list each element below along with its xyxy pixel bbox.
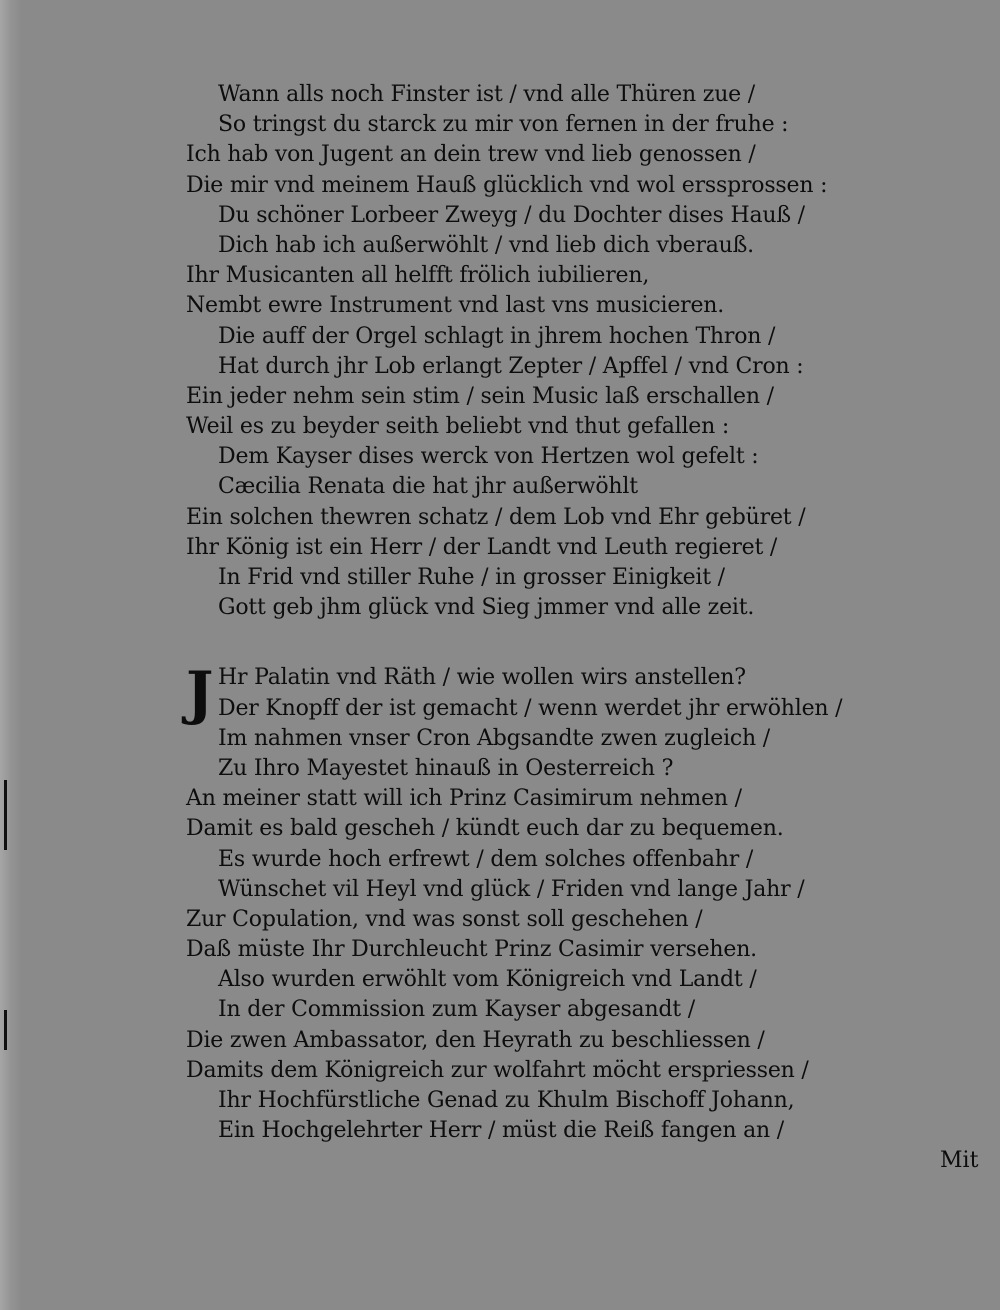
page-edge	[0, 0, 22, 1310]
verse-line: Wann alls noch Finster ist / vnd alle Thüren zue /	[218, 82, 755, 107]
verse-line: Die zwen Ambassator, den Heyrath zu beschliessen /	[186, 1027, 765, 1053]
verse-line: Ihr Hochfürstliche Genad zu Khulm Bischoff Johann,	[218, 1088, 795, 1113]
verse-line: Die auff der Orgel schlagt in jhrem hochen Thron /	[218, 323, 776, 349]
verse-line: An meiner statt will ich Prinz Casimirum nehmen /	[186, 786, 742, 812]
verse-line: Ich hab von Jugent an dein trew vnd lieb genossen /	[186, 142, 756, 168]
verse-line: So tringst du starck zu mir von fernen in der fruhe :	[218, 112, 789, 138]
verse-line: Ein jeder nehm sein stim / sein Music laß erschallen /	[186, 383, 774, 409]
verse-line: Cæcilia Renata die hat jhr außerwöhlt	[218, 474, 638, 500]
verse-line: Dich hab ich außerwöhlt / vnd lieb dich vberauß.	[218, 232, 754, 258]
verse-line: Ein Hochgelehrter Herr / müst die Reiß fangen an /	[218, 1118, 785, 1144]
verse-line: Gott geb jhm glück vnd Sieg jmmer vnd alle zeit.	[218, 595, 755, 621]
verse-line: Daß müste Ihr Durchleucht Prinz Casimir versehen.	[186, 937, 757, 963]
drop-initial: J	[186, 659, 214, 727]
verse-line: Damits dem Königreich zur wolfahrt möcht erspriessen /	[186, 1057, 809, 1083]
stanza-2	[186, 659, 906, 1146]
stanza-gap	[186, 623, 906, 663]
verse-line: Hat durch jhr Lob erlangt Zepter / Apffel / vnd Cron :	[218, 353, 804, 379]
verse-line: Weil es zu beyder seith beliebt vnd thut gefallen :	[186, 414, 730, 440]
verse-line: Die mir vnd meinem Hauß glücklich vnd wol erssprossen :	[186, 172, 828, 198]
verse-line: Hr Palatin vnd Räth / wie wollen wirs anstellen?	[218, 665, 746, 691]
verse-line: In der Commission zum Kayser abgesandt /	[218, 997, 695, 1023]
verse-line: In Frid vnd stiller Ruhe / in grosser Einigkeit /	[218, 565, 725, 590]
verse-line: Im nahmen vnser Cron Abgsandte zwen zugleich /	[218, 725, 771, 751]
catchword: Mit	[940, 1148, 979, 1173]
verse-block	[186, 80, 906, 1146]
verse-line: Wünschet vil Heyl vnd glück / Friden vnd lange Jahr /	[218, 876, 805, 902]
verse-line: Ihr Musicanten all helfft frölich iubilieren,	[186, 263, 650, 289]
verse-line: Nembt ewre Instrument vnd last vns musicieren.	[186, 293, 725, 319]
verse-line: Der Knopff der ist gemacht / wenn werdet jhr erwöhlen /	[218, 695, 843, 721]
verse-line: Dem Kayser dises werck von Hertzen wol gefelt :	[218, 444, 759, 470]
verse-line: Es wurde hoch erfrewt / dem solches offenbahr /	[218, 846, 754, 872]
verse-line: Ein solchen thewren schatz / dem Lob vnd Ehr gebüret /	[186, 504, 806, 530]
verse-line: Ihr König ist ein Herr / der Landt vnd Leuth regieret /	[186, 534, 778, 560]
verse-line: Damit es bald gescheh / kündt euch dar zu bequemen.	[186, 816, 784, 842]
stanza-1	[186, 80, 906, 623]
verse-line: Zu Ihro Mayestet hinauß in Oesterreich ?	[218, 755, 674, 781]
edge-mark	[4, 780, 7, 850]
edge-mark	[4, 1010, 7, 1050]
verse-line: Zur Copulation, vnd was sonst soll geschehen /	[186, 906, 703, 932]
verse-line: Also wurden erwöhlt vom Königreich vnd Landt /	[218, 967, 757, 993]
verse-line: Du schöner Lorbeer Zweyg / du Dochter dises Hauß /	[218, 202, 805, 228]
